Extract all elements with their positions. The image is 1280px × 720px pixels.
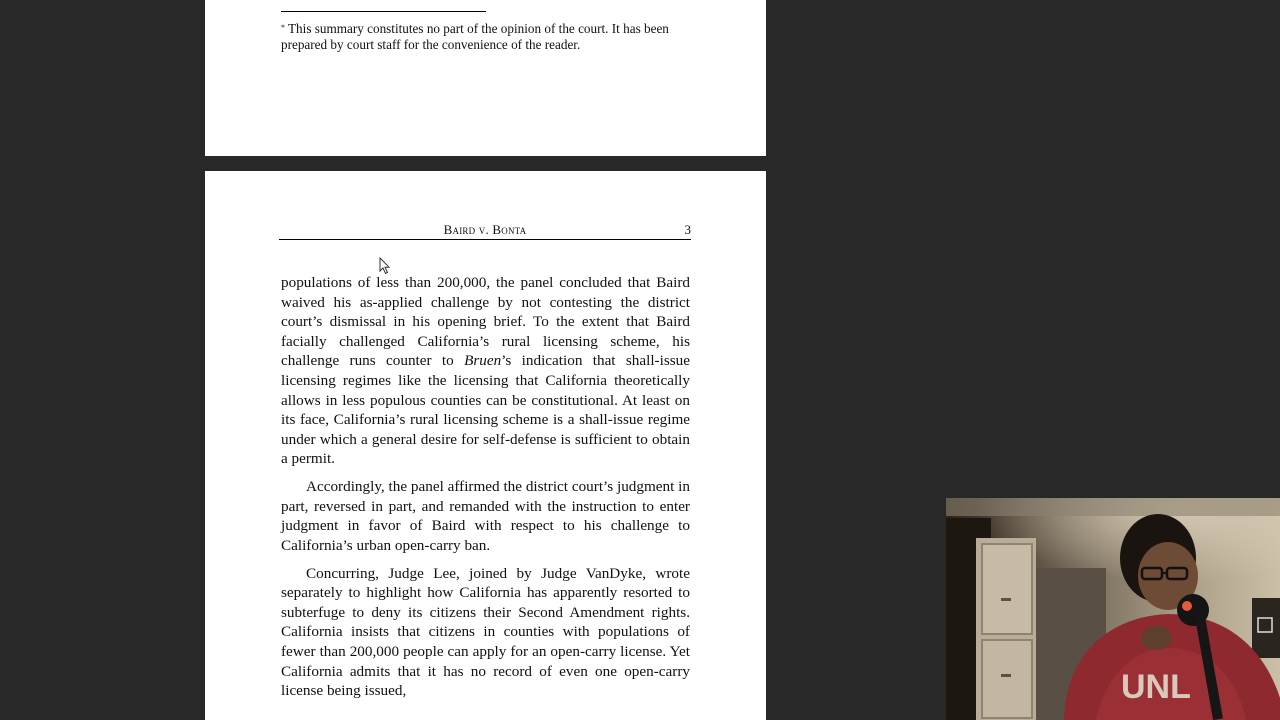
mouse-cursor-icon	[379, 257, 391, 275]
footnote	[281, 21, 693, 53]
paragraph-3: Concurring, Judge Lee, joined by Judge VanDyke, wrote separately to highlight how California has apparently resorted to subterfuge to deny its citizens their Second Amendment rights. California insists that citizens in counties with populations of fewer than 200,000 people can apply for an open-carry license. Yet California admits that it has no record of even one open-carry license being issued,	[281, 564, 690, 700]
footnote-marker: *	[281, 23, 285, 32]
footnote-text: This summary constitutes no part of the opinion of the court. It has been prepared by court staff for the convenience of the reader.	[281, 21, 669, 52]
pdf-page-current	[205, 171, 766, 720]
page-number: 3	[684, 222, 691, 237]
webcam-overlay	[946, 498, 1280, 720]
paragraph-2: Accordingly, the panel affirmed the district court’s judgment in part, reversed in part, and remanded with the instruction to enter judgment in favor of Baird with respect to his challenge to California’s urban open-carry ban.	[281, 478, 690, 554]
webcam-feed	[946, 498, 1280, 720]
case-citation-italic: Bruen	[464, 352, 502, 370]
body-text	[281, 273, 690, 709]
case-title: Baird v. Bonta	[443, 222, 527, 237]
footnote-rule	[281, 11, 486, 12]
paragraph-1-text-b: ’s indication that shall-issue licensing regimes like the licensing that California theoretically allows in less populous counties can be constitutional. At least on its face, California’s rural licensing scheme is a shall-issue regime under which a general desire for self-defense is sufficient to obtain a permit.	[281, 352, 690, 468]
running-head	[279, 222, 691, 240]
pdf-page-previous	[205, 0, 766, 156]
shirt-text: UNL	[1121, 668, 1191, 706]
paragraph-1-text-a: populations of less than 200,000, the panel concluded that Baird waived his as-applied challenge by not contesting the district court’s dismissal in his opening brief. To the extent that Baird facially challenged California’s rural licensing scheme, his challenge runs counter to	[281, 274, 690, 370]
paragraph-1	[281, 273, 690, 469]
